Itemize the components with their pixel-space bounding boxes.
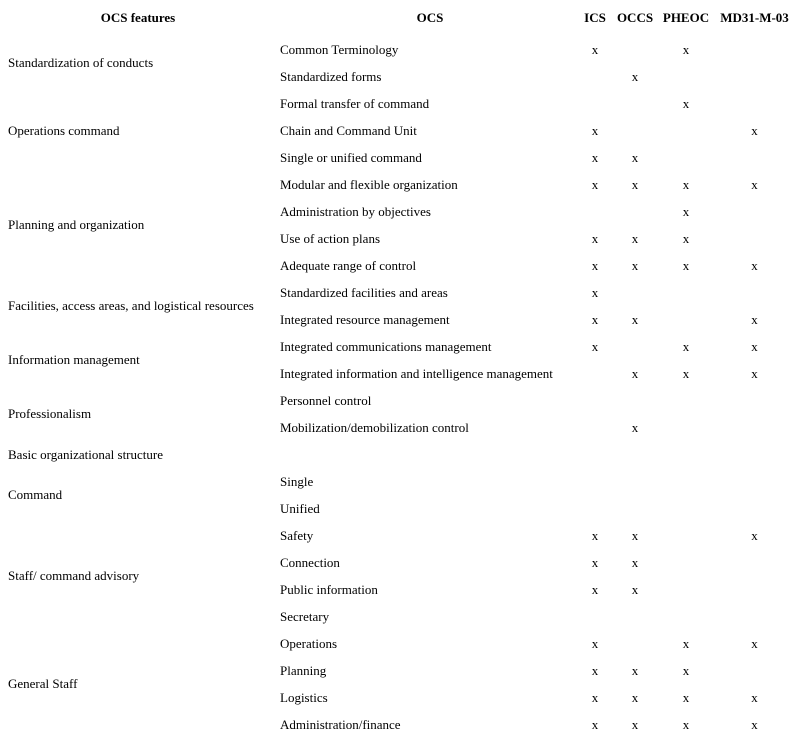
mark-pheoc: x (682, 176, 690, 192)
table-row (0, 90, 797, 117)
feature-group-name: Professionalism (8, 406, 92, 421)
feature-group-name: Information management (8, 352, 140, 367)
mark-ics (580, 414, 610, 441)
mark-occs (610, 333, 660, 360)
ocs-item: Administration/finance (280, 716, 401, 732)
ocs-item: Chain and Command Unit (280, 122, 417, 138)
ocs-item: Formal transfer of command (280, 95, 430, 111)
ocs-item: Logistics (280, 689, 328, 705)
ocs-item: Use of action plans (280, 230, 381, 246)
mark-md (712, 198, 797, 225)
ocs-item: Public information (280, 581, 378, 597)
mark-md: x (751, 716, 758, 732)
mark-occs: x (631, 581, 639, 597)
ocs-item: Mobilization/demobilization control (280, 419, 469, 435)
mark-pheoc: x (682, 203, 690, 219)
table-row (0, 387, 797, 414)
header-ics: ICS (584, 10, 606, 25)
mark-md (712, 36, 797, 63)
mark-occs: x (631, 365, 639, 381)
mark-occs (610, 117, 660, 144)
ocs-item (276, 441, 580, 468)
mark-occs: x (631, 554, 639, 570)
table-row (0, 441, 797, 468)
ocs-item: Standardized forms (280, 68, 382, 84)
mark-pheoc: x (682, 338, 690, 354)
mark-ics: x (591, 527, 599, 543)
mark-occs: x (631, 689, 639, 705)
ocs-item: Secretary (280, 608, 330, 624)
mark-ics: x (591, 284, 599, 300)
mark-ics: x (591, 311, 599, 327)
ocs-item: Unified (280, 500, 320, 516)
mark-md (712, 90, 797, 117)
table-row (0, 333, 797, 360)
mark-occs (610, 36, 660, 63)
mark-md: x (751, 176, 758, 192)
mark-md: x (751, 635, 758, 651)
mark-occs: x (631, 527, 639, 543)
mark-pheoc (660, 117, 712, 144)
mark-ics: x (591, 554, 599, 570)
mark-md: x (751, 311, 758, 327)
mark-ics: x (591, 635, 599, 651)
ocs-item: Personnel control (280, 392, 372, 408)
mark-md (712, 387, 797, 414)
mark-ics: x (591, 257, 599, 273)
mark-occs: x (631, 311, 639, 327)
header-occs: OCCS (616, 10, 654, 25)
mark-pheoc (660, 279, 712, 306)
feature-group-name: Command (8, 487, 63, 502)
mark-ics: x (591, 662, 599, 678)
mark-md (712, 63, 797, 90)
mark-occs (610, 441, 660, 468)
mark-md: x (751, 257, 758, 273)
ocs-item: Single (280, 473, 314, 489)
ocs-item: Safety (280, 527, 314, 543)
mark-ics (580, 603, 610, 630)
mark-pheoc (660, 387, 712, 414)
mark-md: x (751, 527, 758, 543)
mark-pheoc (660, 468, 712, 495)
mark-ics: x (591, 716, 599, 732)
header-ocs-features: OCS features (100, 10, 176, 25)
mark-ics (580, 63, 610, 90)
mark-ics: x (591, 149, 599, 165)
mark-occs (610, 90, 660, 117)
mark-md (712, 414, 797, 441)
feature-group-name: Facilities, access areas, and logistical resources (8, 298, 254, 313)
mark-ics (580, 198, 610, 225)
mark-pheoc (660, 414, 712, 441)
mark-occs: x (631, 149, 639, 165)
mark-pheoc: x (682, 41, 690, 57)
mark-pheoc (660, 549, 712, 576)
table-row (0, 522, 797, 549)
ocs-item: Single or unified command (280, 149, 422, 165)
mark-occs: x (631, 662, 639, 678)
mark-ics (580, 387, 610, 414)
mark-md: x (751, 689, 758, 705)
mark-pheoc (660, 306, 712, 333)
ocs-item: Operations (280, 635, 338, 651)
header-pheoc: PHEOC (662, 10, 710, 25)
mark-pheoc (660, 441, 712, 468)
mark-ics (580, 495, 610, 522)
mark-pheoc (660, 495, 712, 522)
mark-occs (610, 387, 660, 414)
feature-group-name: Staff/ command advisory (8, 568, 140, 583)
mark-occs (610, 468, 660, 495)
mark-ics (580, 468, 610, 495)
ocs-item: Common Terminology (280, 41, 399, 57)
mark-pheoc (660, 63, 712, 90)
mark-md (712, 225, 797, 252)
mark-pheoc (660, 522, 712, 549)
mark-occs (610, 495, 660, 522)
mark-pheoc (660, 576, 712, 603)
mark-occs (610, 630, 660, 657)
mark-ics (580, 441, 610, 468)
mark-pheoc: x (682, 635, 690, 651)
mark-ics (580, 360, 610, 387)
table-row (0, 630, 797, 657)
mark-pheoc: x (682, 689, 690, 705)
mark-md (712, 549, 797, 576)
mark-pheoc: x (682, 365, 690, 381)
feature-group-name: Basic organizational structure (8, 446, 163, 462)
ocs-item: Modular and flexible organization (280, 176, 458, 192)
mark-md: x (751, 338, 758, 354)
table-row (0, 36, 797, 63)
ocs-item: Integrated resource management (280, 311, 450, 327)
feature-group-name: Planning and organization (8, 217, 145, 232)
table-header (0, 0, 797, 36)
mark-occs: x (631, 230, 639, 246)
ocs-item: Planning (280, 662, 327, 678)
mark-pheoc: x (682, 716, 690, 732)
mark-md (712, 495, 797, 522)
ocs-item: Integrated communications management (280, 338, 492, 354)
mark-md (712, 279, 797, 306)
mark-ics: x (591, 581, 599, 597)
mark-occs: x (631, 176, 639, 192)
mark-ics: x (591, 176, 599, 192)
mark-pheoc: x (682, 257, 690, 273)
mark-pheoc: x (682, 230, 690, 246)
table-body (0, 36, 797, 738)
ocs-item: Adequate range of control (280, 257, 417, 273)
feature-group-name: Standardization of conducts (8, 55, 154, 70)
header-row (0, 0, 797, 36)
mark-occs (610, 603, 660, 630)
ocs-item: Connection (280, 554, 340, 570)
feature-group-name: Operations command (8, 122, 120, 138)
mark-pheoc (660, 144, 712, 171)
mark-md: x (751, 365, 758, 381)
mark-md (712, 657, 797, 684)
mark-md (712, 468, 797, 495)
ocs-item: Standardized facilities and areas (280, 284, 448, 300)
mark-ics (580, 90, 610, 117)
mark-occs: x (631, 716, 639, 732)
mark-pheoc (660, 603, 712, 630)
mark-ics: x (591, 122, 599, 138)
mark-occs: x (631, 419, 639, 435)
mark-ics: x (591, 230, 599, 246)
mark-md: x (751, 122, 758, 138)
mark-pheoc: x (682, 662, 690, 678)
ocs-item: Integrated information and intelligence management (280, 365, 553, 381)
mark-occs: x (631, 257, 639, 273)
mark-md (712, 441, 797, 468)
table-row (0, 279, 797, 306)
ocs-item: Administration by objectives (280, 203, 431, 219)
table-row (0, 468, 797, 495)
header-md31-m-03: MD31-M-03 (720, 10, 789, 25)
mark-md (712, 603, 797, 630)
mark-occs: x (631, 68, 639, 84)
mark-occs (610, 279, 660, 306)
mark-ics: x (591, 338, 599, 354)
mark-occs (610, 198, 660, 225)
mark-pheoc: x (682, 95, 690, 111)
header-ocs: OCS (416, 10, 444, 25)
mark-md (712, 144, 797, 171)
table-row (0, 171, 797, 198)
mark-md (712, 576, 797, 603)
mark-ics: x (591, 41, 599, 57)
mark-ics: x (591, 689, 599, 705)
feature-group-name: General Staff (8, 676, 78, 691)
